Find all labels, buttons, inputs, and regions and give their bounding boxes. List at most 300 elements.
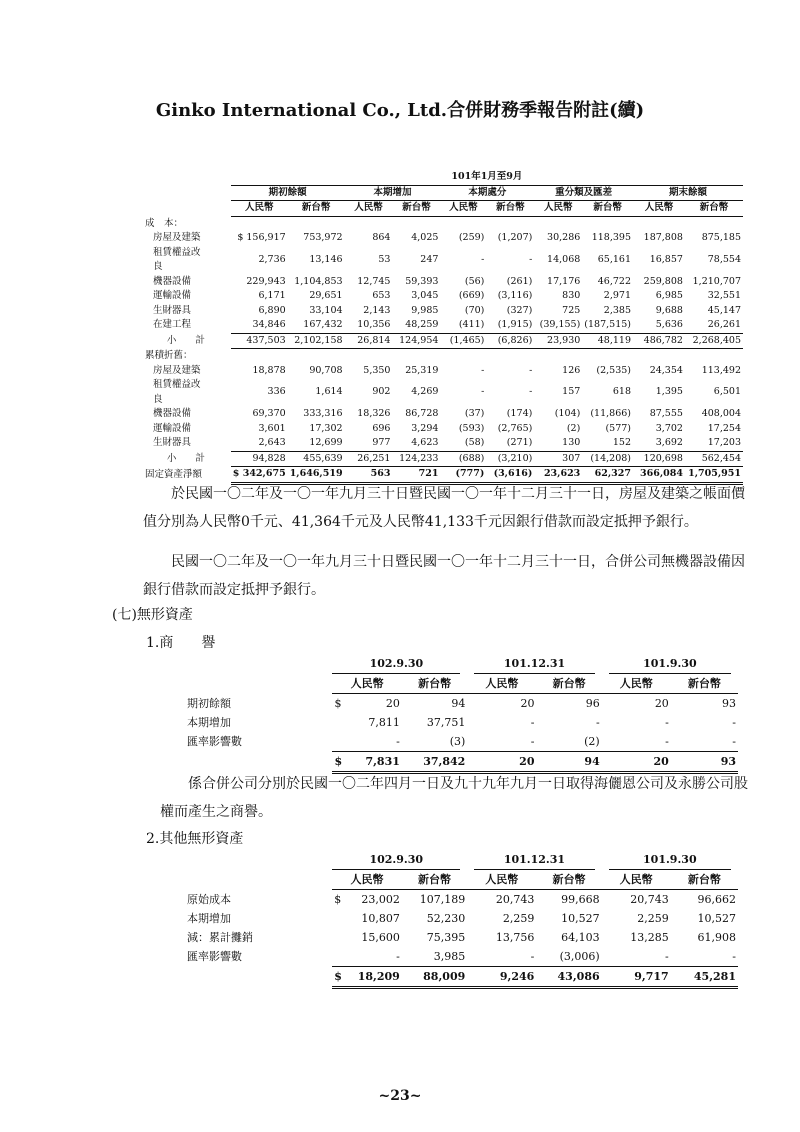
currency-header: 人民幣 xyxy=(332,870,402,890)
header-row-currency xyxy=(185,870,738,890)
value-cell: 562,454 xyxy=(685,451,743,467)
table-row xyxy=(143,407,743,422)
value-cell: 17,254 xyxy=(707,422,741,434)
total-cell: 94 xyxy=(536,752,601,773)
row-label: 機器設備 xyxy=(153,408,192,419)
value-cell xyxy=(332,713,348,732)
value-cell: 2,385 xyxy=(603,304,631,316)
value-cell: $ xyxy=(334,697,342,710)
value-cell: (2) xyxy=(566,422,581,434)
value-cell: 167,432 xyxy=(288,318,345,333)
value-cell xyxy=(332,928,348,947)
value-cell: 25,319 xyxy=(405,364,439,376)
group-header: 期末餘額 xyxy=(633,185,743,201)
value-cell: 1,705,951 xyxy=(685,467,743,484)
page-number: ~23~ xyxy=(378,1088,422,1104)
row-label: 機器設備 xyxy=(153,275,192,287)
value-cell: 9,688 xyxy=(655,304,683,316)
value-cell: (1,465) xyxy=(440,333,486,349)
value-cell: 18,878 xyxy=(252,364,286,376)
value-cell: 126 xyxy=(562,364,581,376)
value-cell: 187,808 xyxy=(643,232,683,243)
value-cell: 26,814 xyxy=(345,333,393,349)
currency-header: 人民幣 xyxy=(534,201,582,217)
value-cell: 20,743 xyxy=(630,893,669,906)
date-header: 101.12.31 xyxy=(467,654,601,674)
value-cell xyxy=(332,909,348,928)
value-cell: - xyxy=(596,716,600,729)
row-label: 生財器具 xyxy=(153,304,192,316)
row-label: 固定資產淨額 xyxy=(145,468,203,480)
value-cell: 3,985 xyxy=(402,947,467,967)
value-cell: 618 xyxy=(612,386,631,398)
value-cell: 366,084 xyxy=(633,467,685,484)
group-header: 本期增加 xyxy=(345,185,441,201)
value-cell: - xyxy=(348,732,402,752)
value-cell: 2,143 xyxy=(363,304,391,316)
value-cell: 721 xyxy=(392,467,440,484)
value-cell: 6,890 xyxy=(258,304,286,316)
value-cell: - xyxy=(530,716,535,729)
value-cell: 23,002 xyxy=(361,893,400,906)
value-cell: (3) xyxy=(402,732,467,752)
row-label: 期初餘額 xyxy=(187,696,231,710)
value-cell: 4,025 xyxy=(411,232,439,243)
table-row xyxy=(185,732,738,752)
table-row xyxy=(185,909,738,928)
header-cell xyxy=(143,201,231,217)
row-label: 運輸設備 xyxy=(153,290,192,301)
currency-header: 人民幣 xyxy=(467,674,536,694)
value-cell: 65,161 xyxy=(597,253,631,265)
value-cell: 3,692 xyxy=(633,436,685,451)
value-cell: 20,743 xyxy=(495,893,535,906)
value-cell: 18,326 xyxy=(357,408,391,419)
value-cell: (261) xyxy=(506,275,533,287)
value-cell: 113,492 xyxy=(701,364,741,376)
value-cell: (11,866) xyxy=(590,408,631,419)
value-cell: 20 xyxy=(654,697,669,710)
total-cell: 20 xyxy=(467,752,536,773)
value-cell: 307 xyxy=(534,451,582,467)
value-cell: - xyxy=(732,716,736,729)
value-cell: 75,395 xyxy=(426,931,466,944)
currency-header: 新台幣 xyxy=(671,870,738,890)
value-cell: 48,119 xyxy=(582,333,633,349)
section-label: 累積折舊： xyxy=(145,350,193,361)
value-cell: 1,210,707 xyxy=(692,275,741,287)
value-cell: 4,623 xyxy=(392,436,440,451)
table-row xyxy=(143,436,743,451)
table-row xyxy=(143,289,743,304)
value-cell: 87,555 xyxy=(649,408,683,419)
value-cell: 13,756 xyxy=(495,931,535,944)
value-cell: 437,503 xyxy=(231,333,288,349)
group-header: 期初餘額 xyxy=(231,185,345,201)
value-cell: 830 xyxy=(562,290,581,301)
subheading-other-intangible: 2.其他無形資產 xyxy=(146,831,244,847)
value-cell: 96,662 xyxy=(697,893,736,906)
value-cell: (688) xyxy=(440,451,486,467)
header-cell xyxy=(143,170,231,185)
section-label: 成 本： xyxy=(145,217,184,229)
value-cell: (187,515) xyxy=(582,318,633,333)
group-header: 重分類及匯差 xyxy=(534,185,633,201)
value-cell: 37,751 xyxy=(426,716,466,729)
value-cell: 753,972 xyxy=(303,232,343,243)
value-cell: 5,636 xyxy=(633,318,685,333)
other-intangible-table xyxy=(185,850,745,989)
value-cell: 10,527 xyxy=(697,912,736,925)
header-row-dates xyxy=(185,850,738,870)
value-cell: 333,316 xyxy=(303,408,343,419)
value-cell: (1,207) xyxy=(497,232,533,243)
value-cell: (577) xyxy=(605,422,631,434)
value-cell: 696 xyxy=(372,422,391,434)
date-header: 101.9.30 xyxy=(602,850,738,870)
value-cell: (37) xyxy=(464,408,485,419)
total-cell: 18,209 xyxy=(348,967,402,988)
total-cell: 9,246 xyxy=(467,967,536,988)
value-cell: 24,354 xyxy=(649,364,683,376)
value-cell: 94 xyxy=(451,697,466,710)
value-cell: 563 xyxy=(345,467,393,484)
currency-header: 新台幣 xyxy=(288,201,345,217)
header-cell xyxy=(185,654,332,674)
value-cell: (327) xyxy=(506,304,533,316)
table-row xyxy=(185,694,738,714)
value-cell: - xyxy=(481,253,485,265)
row-label: 租賃權益改良 xyxy=(153,246,201,272)
value-cell: 14,068 xyxy=(547,253,581,265)
value-cell: - xyxy=(665,716,669,729)
value-cell: 23,623 xyxy=(534,467,582,484)
currency-header: 新台幣 xyxy=(486,201,534,217)
value-cell: 12,699 xyxy=(288,436,345,451)
value-cell: 20 xyxy=(520,697,535,710)
total-cell: 20 xyxy=(602,752,671,773)
total-cell: 45,281 xyxy=(671,967,738,988)
value-cell: 130 xyxy=(534,436,582,451)
value-cell: 120,698 xyxy=(633,451,685,467)
value-cell: 3,702 xyxy=(655,422,683,434)
value-cell: (669) xyxy=(458,290,485,301)
value-cell: (1,915) xyxy=(486,318,534,333)
header-row-currency xyxy=(143,201,743,217)
value-cell: 157 xyxy=(562,386,581,398)
currency-header: 人民幣 xyxy=(231,201,288,217)
value-cell: (3,616) xyxy=(486,467,534,484)
row-label: 本期增加 xyxy=(187,912,231,925)
value-cell xyxy=(332,732,348,752)
currency-header: 新台幣 xyxy=(402,674,467,694)
subheading-goodwill: 1.商 譽 xyxy=(146,635,216,651)
row-label: 匯率影響數 xyxy=(187,735,242,749)
value-cell: (777) xyxy=(440,467,486,484)
value-cell: - xyxy=(529,253,533,265)
value-cell: 336 xyxy=(267,386,286,398)
value-cell: 3,601 xyxy=(258,422,286,434)
row-label: 小 計 xyxy=(166,334,205,346)
table-row xyxy=(143,378,743,407)
value-cell: 26,251 xyxy=(345,451,393,467)
row-label: 匯率影響數 xyxy=(187,950,242,964)
currency-header: 人民幣 xyxy=(332,674,401,694)
value-cell: (593) xyxy=(458,422,485,434)
value-cell: (6,826) xyxy=(486,333,534,349)
total-cell: 9,717 xyxy=(602,967,671,988)
header-cell xyxy=(185,850,332,870)
value-cell: 16,857 xyxy=(649,253,683,265)
total-cell: $ xyxy=(332,752,348,773)
goodwill-table xyxy=(185,654,745,774)
table-row-total xyxy=(185,967,738,988)
value-cell: 2,971 xyxy=(603,290,631,301)
value-cell: 53 xyxy=(378,253,391,265)
header-cell xyxy=(185,674,332,694)
row-label: 運輸設備 xyxy=(153,422,192,434)
currency-header: 新台幣 xyxy=(536,674,601,694)
value-cell: 1,646,519 xyxy=(288,467,345,484)
value-cell: 3,045 xyxy=(411,290,439,301)
value-cell: 99,668 xyxy=(561,893,600,906)
section-row xyxy=(143,349,743,364)
header-cell xyxy=(185,870,332,890)
value-cell: $ xyxy=(334,893,342,906)
value-cell: 17,203 xyxy=(685,436,743,451)
value-cell: 69,370 xyxy=(252,408,286,419)
value-cell: 229,943 xyxy=(246,275,286,287)
value-cell: (58) xyxy=(440,436,486,451)
value-cell: 96 xyxy=(585,697,600,710)
value-cell: 7,811 xyxy=(368,716,400,729)
row-label: 原始成本 xyxy=(187,892,231,906)
value-cell: 34,846 xyxy=(231,318,288,333)
value-cell: 30,286 xyxy=(547,232,581,243)
value-cell: (70) xyxy=(464,304,485,316)
value-cell: - xyxy=(348,947,402,967)
value-cell: - xyxy=(671,732,738,752)
group-header: 本期處分 xyxy=(440,185,534,201)
value-cell: 17,176 xyxy=(547,275,581,287)
date-header: 102.9.30 xyxy=(332,850,467,870)
value-cell: (2) xyxy=(536,732,601,752)
table-row xyxy=(185,890,738,910)
row-label: 在建工程 xyxy=(153,319,192,331)
value-cell: 1,395 xyxy=(655,386,683,398)
fixed-assets-table xyxy=(143,170,743,485)
table-row xyxy=(185,947,738,967)
value-cell: (259) xyxy=(458,232,485,243)
value-cell: 3,294 xyxy=(411,422,439,434)
value-cell: 725 xyxy=(562,304,581,316)
value-cell: 6,501 xyxy=(713,386,741,398)
row-label: 小 計 xyxy=(166,452,205,464)
currency-header: 人民幣 xyxy=(633,201,685,217)
currency-header: 新台幣 xyxy=(671,674,738,694)
value-cell: 20 xyxy=(385,697,400,710)
header-row-period xyxy=(143,170,743,185)
value-cell: - xyxy=(602,732,671,752)
value-cell: 124,954 xyxy=(392,333,440,349)
table-row xyxy=(143,422,743,437)
value-cell: 23,930 xyxy=(534,333,582,349)
currency-header: 人民幣 xyxy=(602,674,671,694)
currency-header: 新台幣 xyxy=(402,870,467,890)
value-cell: 653 xyxy=(372,290,391,301)
date-header: 101.12.31 xyxy=(467,850,601,870)
value-cell: 61,908 xyxy=(697,931,736,944)
value-cell: 6,171 xyxy=(258,290,286,301)
header-cell xyxy=(143,185,231,201)
total-cell: 37,842 xyxy=(402,752,467,773)
value-cell: 59,393 xyxy=(405,275,439,287)
value-cell: 10,527 xyxy=(561,912,600,925)
value-cell: 902 xyxy=(372,386,391,398)
value-cell: - xyxy=(602,947,671,967)
value-cell: 107,189 xyxy=(419,893,466,906)
currency-header: 人民幣 xyxy=(440,201,486,217)
value-cell: 94,828 xyxy=(231,451,288,467)
value-cell: (3,006) xyxy=(536,947,601,967)
value-cell: 52,230 xyxy=(426,912,466,925)
total-cell: 7,831 xyxy=(348,752,402,773)
value-cell: 152 xyxy=(582,436,633,451)
table-row xyxy=(143,318,743,333)
section-row xyxy=(143,216,743,231)
value-cell: - xyxy=(529,364,533,376)
value-cell: 5,350 xyxy=(363,364,391,376)
total-cell: 88,009 xyxy=(402,967,467,988)
value-cell: 247 xyxy=(420,253,439,265)
value-cell: (271) xyxy=(486,436,534,451)
value-cell xyxy=(332,947,348,967)
row-label: 房屋及建築 xyxy=(153,232,201,243)
value-cell: - xyxy=(481,364,485,376)
value-cell: (3,116) xyxy=(497,290,533,301)
total-cell: 93 xyxy=(671,752,738,773)
value-cell: (2,535) xyxy=(596,364,631,376)
value-cell: (39,155) xyxy=(534,318,582,333)
table-row xyxy=(143,246,743,275)
value-cell: (14,208) xyxy=(582,451,633,467)
table-row xyxy=(185,928,738,947)
value-cell: 13,285 xyxy=(630,931,669,944)
value-cell: 29,651 xyxy=(309,290,343,301)
value-cell: (2,765) xyxy=(497,422,533,434)
value-cell: 33,104 xyxy=(309,304,343,316)
value-cell: 15,600 xyxy=(361,931,400,944)
value-cell: 45,147 xyxy=(707,304,741,316)
table-row xyxy=(143,333,743,349)
table-row xyxy=(185,713,738,732)
value-cell: 1,104,853 xyxy=(294,275,343,287)
currency-header: 人民幣 xyxy=(467,870,536,890)
value-cell: $ 156,917 xyxy=(237,232,286,243)
table-row xyxy=(143,231,743,246)
value-cell: 2,268,405 xyxy=(685,333,743,349)
value-cell: 32,551 xyxy=(707,290,741,301)
row-label: 房屋及建築 xyxy=(153,364,201,376)
value-cell: 12,745 xyxy=(357,275,391,287)
value-cell: 64,103 xyxy=(561,931,600,944)
value-cell: 875,185 xyxy=(701,232,741,243)
total-cell: 43,086 xyxy=(536,967,601,988)
row-label: 減：累計攤銷 xyxy=(187,931,253,944)
value-cell: $ 342,675 xyxy=(231,467,288,484)
value-cell: 2,259 xyxy=(502,912,535,925)
value-cell: (56) xyxy=(464,275,485,287)
value-cell: - xyxy=(467,947,536,967)
table-row xyxy=(143,451,743,467)
value-cell: 90,708 xyxy=(309,364,343,376)
paragraph-goodwill-note: 係合併公司分別於民國一〇二年四月一日及九十九年九月一日取得海儷恩公司及永勝公司股權而產生之商譽。 xyxy=(160,776,748,820)
value-cell: (3,210) xyxy=(486,451,534,467)
value-cell: 486,782 xyxy=(633,333,685,349)
value-cell: 2,643 xyxy=(231,436,288,451)
header-row-currency xyxy=(185,674,738,694)
currency-header: 新台幣 xyxy=(392,201,440,217)
row-label: 本期增加 xyxy=(187,716,231,729)
value-cell: 2,736 xyxy=(258,253,286,265)
value-cell: 86,728 xyxy=(405,408,439,419)
value-cell: 4,269 xyxy=(411,386,439,398)
value-cell: 864 xyxy=(372,232,391,243)
value-cell: 48,259 xyxy=(392,318,440,333)
paragraph-collateral-buildings: 於民國一〇二年及一〇一年九月三十日暨民國一〇一年十二月三十一日，房屋及建築之帳面價值分別為人民幣0千元、41,364千元及人民幣41,133千元因銀行借款而設定抵押予銀行。 xyxy=(143,486,745,530)
page-title: Ginko International Co., Ltd.合併財務季報告附註(續) xyxy=(155,100,645,121)
value-cell: 1,614 xyxy=(315,386,343,398)
date-header: 102.9.30 xyxy=(332,654,467,674)
value-cell: 10,807 xyxy=(361,912,400,925)
table-row xyxy=(143,275,743,290)
value-cell: (104) xyxy=(554,408,581,419)
table-row xyxy=(143,304,743,319)
row-label: 生財器具 xyxy=(153,437,192,449)
currency-header: 新台幣 xyxy=(582,201,633,217)
value-cell: 62,327 xyxy=(582,467,633,484)
value-cell: - xyxy=(529,386,533,398)
row-label xyxy=(185,967,332,988)
value-cell: 26,261 xyxy=(685,318,743,333)
value-cell: - xyxy=(671,947,738,967)
section-heading-intangible: (七)無形資產 xyxy=(112,607,193,623)
currency-header: 人民幣 xyxy=(602,870,671,890)
value-cell: 46,722 xyxy=(597,275,631,287)
value-cell: 124,233 xyxy=(392,451,440,467)
value-cell: 259,808 xyxy=(643,275,683,287)
header-row-dates xyxy=(185,654,738,674)
value-cell: 93 xyxy=(722,697,736,710)
header-row-groups xyxy=(143,185,743,201)
total-cell: $ xyxy=(332,967,348,988)
value-cell: - xyxy=(467,732,536,752)
table-row xyxy=(143,364,743,379)
currency-header: 新台幣 xyxy=(685,201,743,217)
value-cell: 2,102,158 xyxy=(288,333,345,349)
value-cell: 455,639 xyxy=(288,451,345,467)
value-cell: - xyxy=(481,386,485,398)
row-label: 租賃權益改良 xyxy=(153,379,201,405)
currency-header: 人民幣 xyxy=(345,201,393,217)
currency-header: 新台幣 xyxy=(536,870,601,890)
value-cell: 2,259 xyxy=(637,912,669,925)
paragraph-collateral-machinery: 民國一〇二年及一〇一年九月三十日暨民國一〇一年十二月三十一日，合併公司無機器設備因銀行借款而設定抵押予銀行。 xyxy=(143,554,745,598)
value-cell: 977 xyxy=(345,436,393,451)
value-cell: 17,302 xyxy=(309,422,343,434)
value-cell: 78,554 xyxy=(707,253,741,265)
value-cell: 118,395 xyxy=(591,232,631,243)
